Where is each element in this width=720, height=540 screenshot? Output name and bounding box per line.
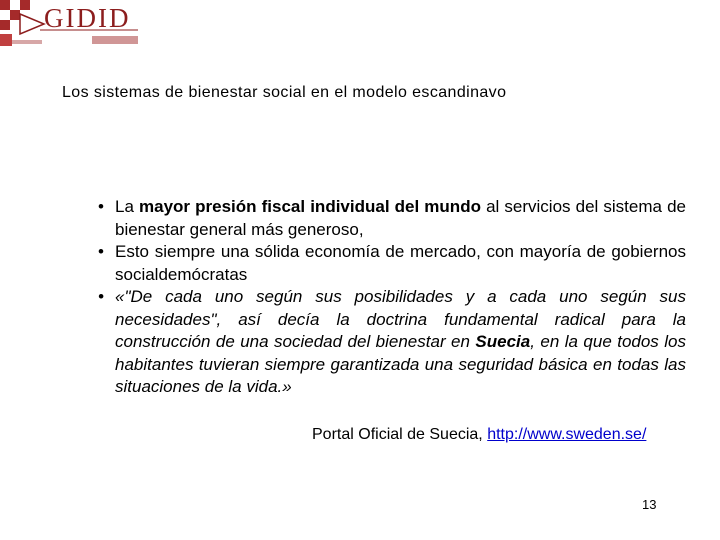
bullet-item-3-quote: • «"De cada uno según sus posibilidades y a cada uno según sus necesidades", así decía la doctrina fundamental radical para la construcción de una sociedad del bienestar en Suecia, en la que todos los habitantes tuvieran siempre garantizada una seguridad básica en todas las situaciones de la vida.» — [98, 286, 686, 399]
logo-text: GIDID — [44, 3, 131, 33]
bullet-emphasis-suecia: Suecia — [475, 332, 531, 351]
bullet-list — [98, 196, 686, 399]
source-citation — [312, 426, 646, 444]
gidid-logo — [0, 0, 145, 48]
bullet-item-2: • Esto siempre una sólida economía de mercado, con mayoría de gobiernos socialdemócratas — [98, 241, 686, 286]
slide-title: Los sistemas de bienestar social en el modelo escandinavo — [62, 84, 507, 101]
bullet-emphasis: mayor presión fiscal individual del mundo — [139, 197, 481, 216]
page-number: 13 — [642, 497, 657, 512]
citation-text: Portal Oficial de Suecia, — [312, 426, 488, 443]
sweden-portal-link[interactable]: http://www.sweden.se/ — [487, 426, 647, 443]
bullet-item-1: • La mayor presión fiscal individual del mundo al servicios del sistema de bienestar general más generoso, — [98, 196, 686, 241]
